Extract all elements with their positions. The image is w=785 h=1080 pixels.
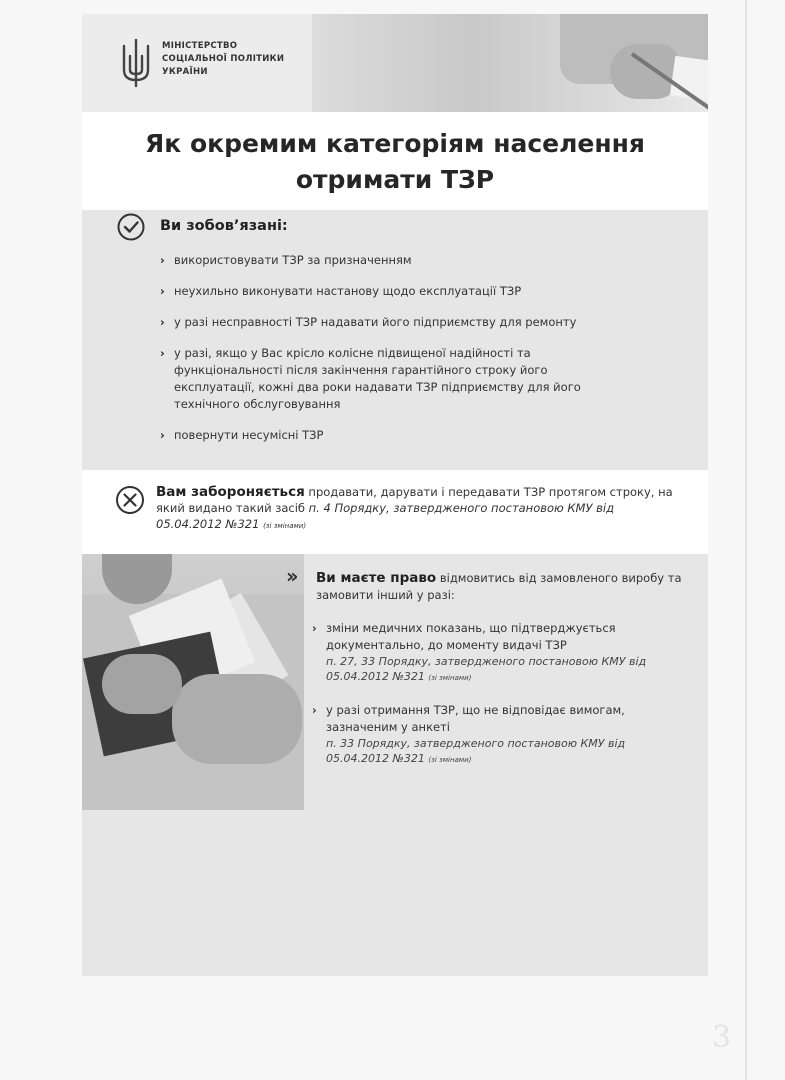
chevron-right-icon: › [160, 315, 165, 329]
list-item: › використовувати ТЗР за призначенням [160, 253, 412, 267]
prohibited-lead: Вам забороняється [156, 484, 305, 500]
rights-heading: Ви маєте право відмовитись від замовленого виробу та замовити інший у разі: [316, 570, 682, 602]
check-circle-icon [116, 212, 146, 242]
double-chevron-icon: ›› [286, 564, 295, 588]
x-circle-icon [114, 484, 146, 516]
obligations-list [160, 252, 680, 458]
rights-list [312, 620, 686, 768]
rights-section [286, 564, 686, 784]
header [82, 14, 708, 112]
header-photo [312, 14, 708, 112]
list-item: › зміни медичних показань, що підтверджується документально, до моменту видачі ТЗР п. 27, 33 Порядку, затвердженого постановою КМУ від 05.04.2012 №321 (зі змінами) [312, 621, 647, 683]
ministry-name: МІНІСТЕРСТВО СОЦІАЛЬНОЇ ПОЛІТИКИ УКРАЇНИ [162, 41, 285, 77]
list-item: › у разі, якщо у Вас крісло колісне підвищеної надійності та функціональності після закінчення гарантійного строку його експлуатації, кожні два роки надавати ТЗР підприємству для його технічного обслуговування [160, 346, 581, 411]
list-item: › у разі отримання ТЗР, що не відповідає вимогам, зазначеним у анкеті п. 33 Порядку, затвердженого постановою КМУ від 05.04.2012 №321 (зі змінами) [312, 703, 626, 765]
obligations-heading: Ви зобов’язані: [160, 218, 288, 234]
list-item: › неухильно виконувати настанову щодо експлуатації ТЗР [160, 284, 522, 298]
list-item: › у разі несправності ТЗР надавати його підприємству для ремонту [160, 315, 577, 329]
chevron-right-icon: › [160, 253, 165, 267]
chevron-right-icon: › [160, 346, 165, 360]
chevron-right-icon: › [160, 428, 165, 442]
person-photo [82, 554, 304, 810]
chevron-right-icon: › [312, 621, 317, 635]
chevron-right-icon: › [160, 284, 165, 298]
page-title: Як окремим категоріям населення отримати ТЗР [145, 129, 645, 194]
trident-icon [116, 36, 156, 88]
prohibited-ref: п. 4 Порядку, затвердженого постановою КМУ від 05.04.2012 №321 [156, 501, 615, 531]
prohibited-text: Вам забороняється продавати, дарувати і передавати ТЗР протягом строку, на який видано такий засіб п. 4 Порядку, затвердженого постановою КМУ від 05.04.2012 №321 (зі змінами) [156, 484, 673, 531]
leaflet-page [82, 14, 708, 976]
list-item: › повернути несумісні ТЗР [160, 428, 324, 442]
page-number: 3 [712, 1020, 732, 1055]
scan-edge [745, 0, 747, 1080]
chevron-right-icon: › [312, 703, 317, 717]
